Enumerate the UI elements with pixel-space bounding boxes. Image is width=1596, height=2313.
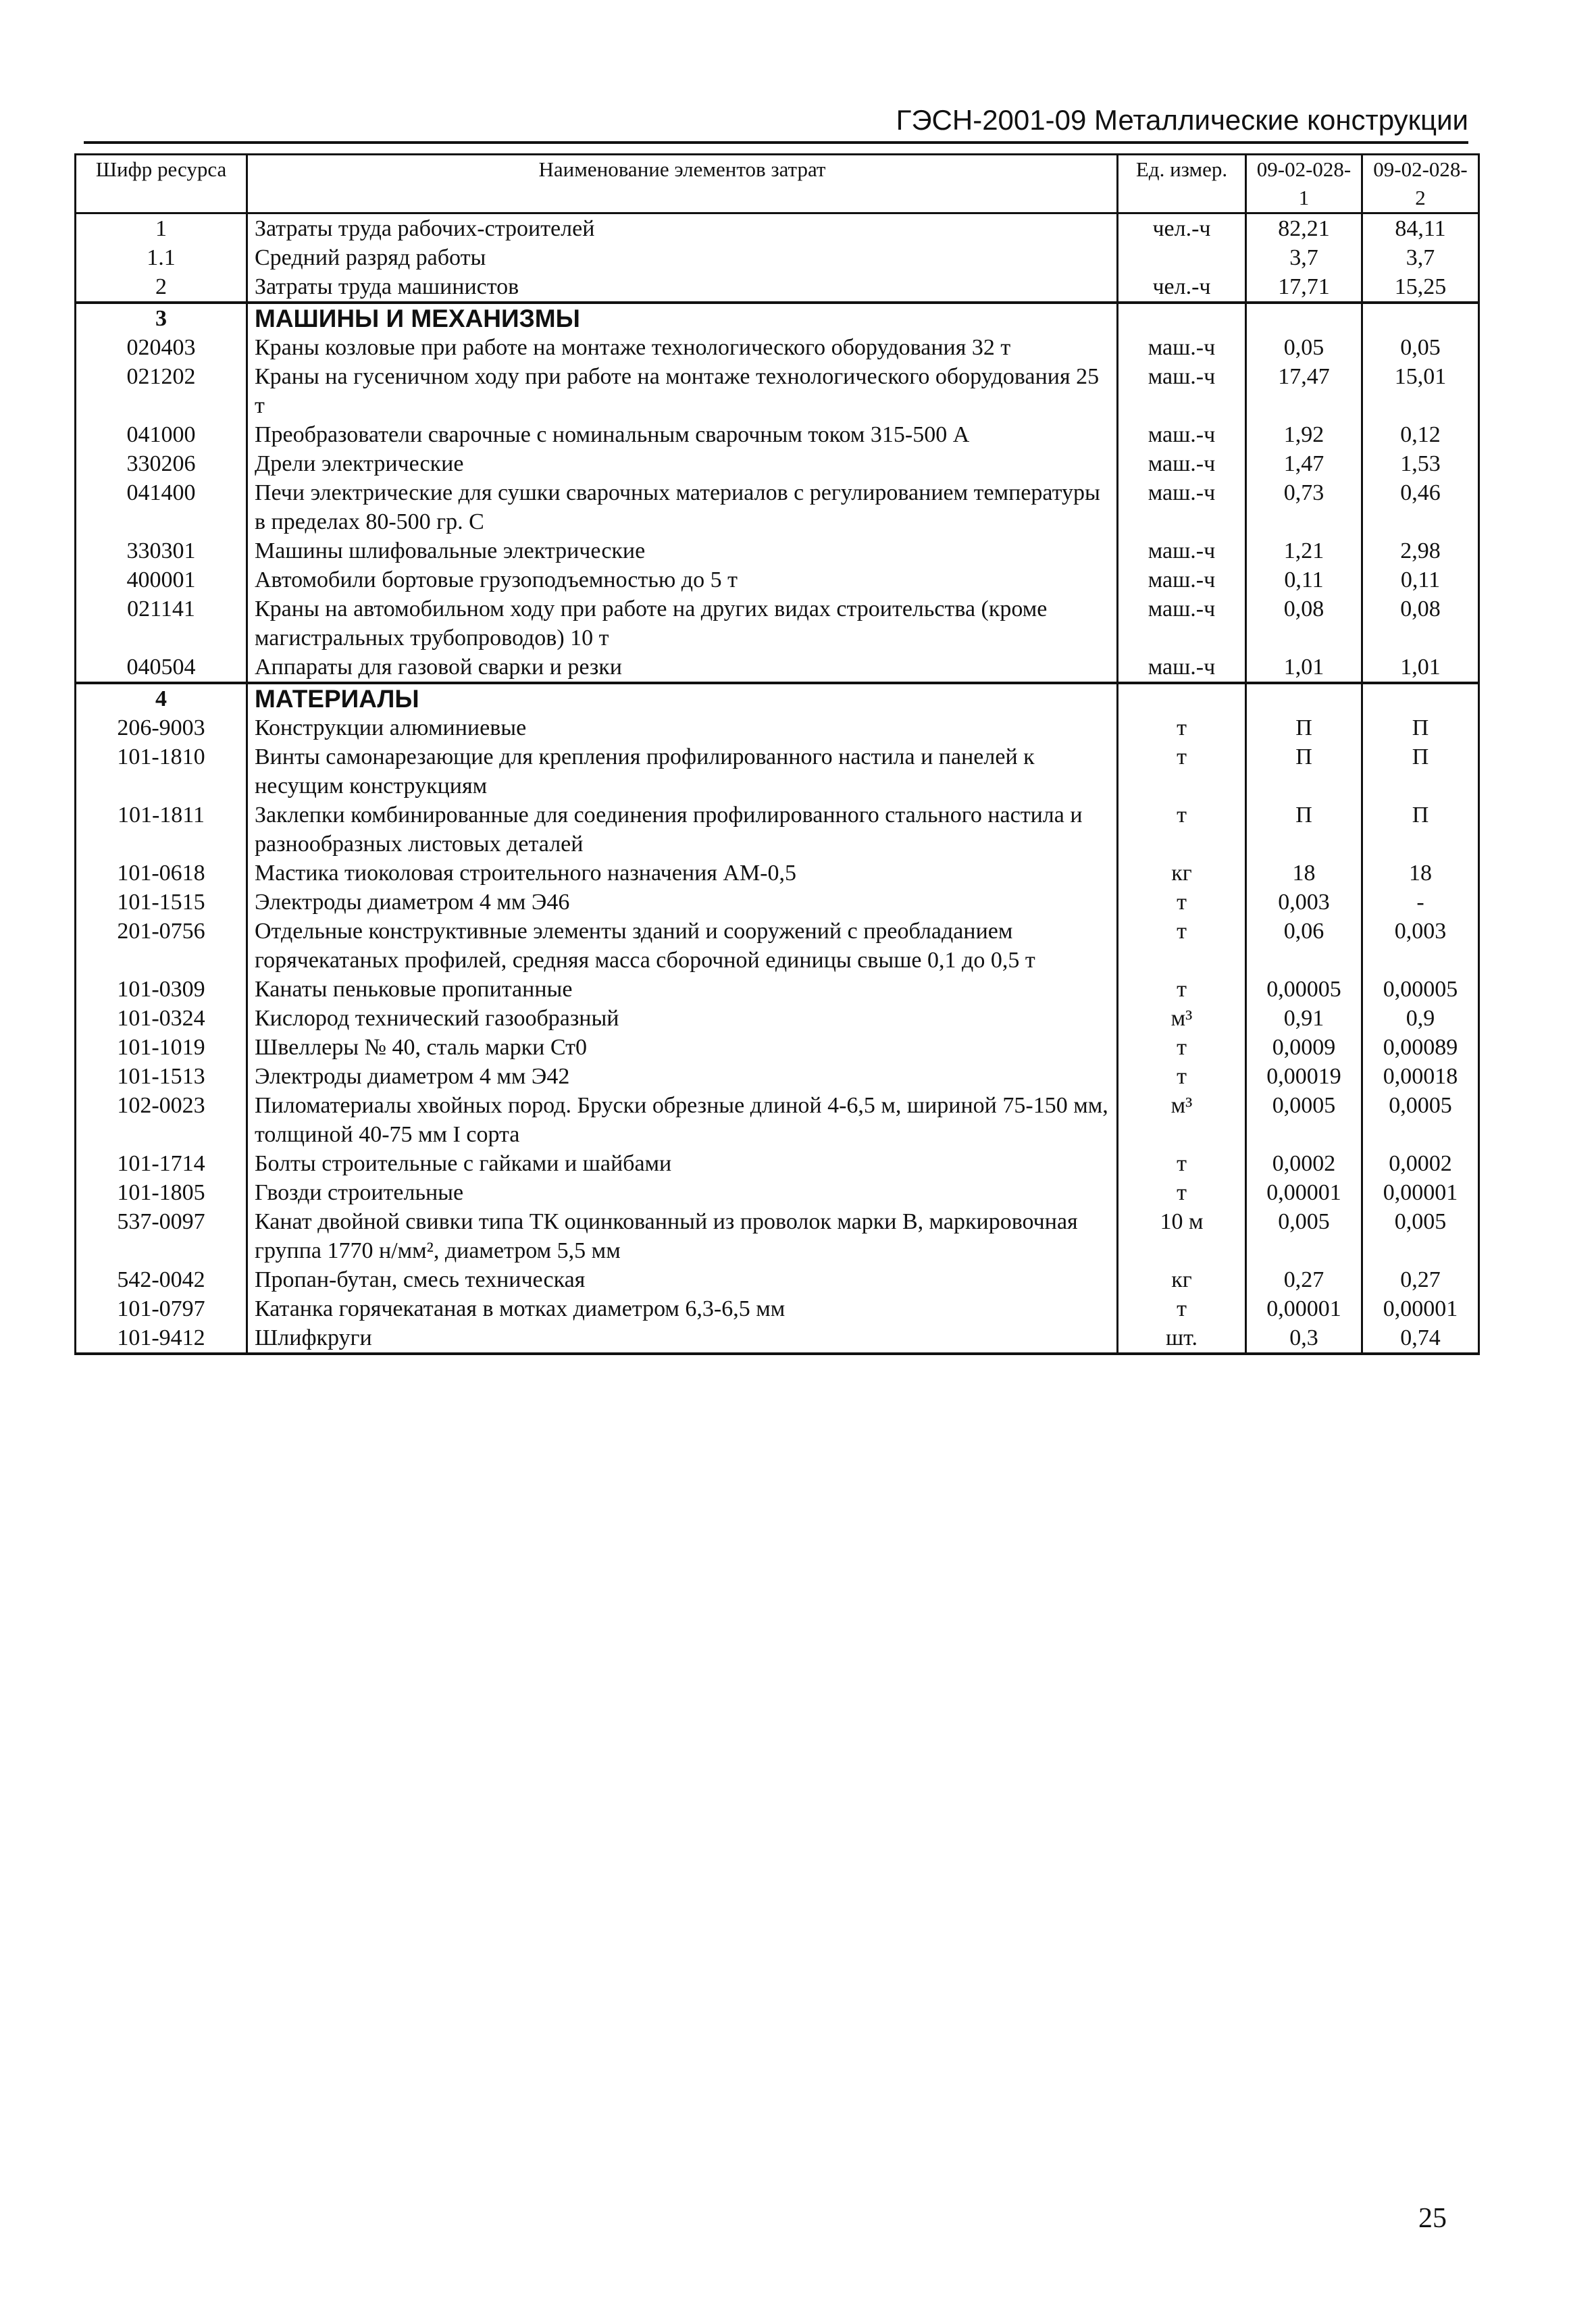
cell-value-1: 82,21	[1246, 213, 1362, 244]
cell-unit: т	[1118, 800, 1246, 859]
cell-value-2: 84,11	[1362, 213, 1479, 244]
cell-value-1: 0,73	[1246, 478, 1362, 536]
cell-unit: т	[1118, 975, 1246, 1004]
cell-name: Конструкции алюминиевые	[247, 713, 1118, 742]
cell-name: Кислород технический газообразный	[247, 1004, 1118, 1033]
cell-name: Отдельные конструктивные элементы зданий и сооружений с преобладанием горячекатаных профилей, средняя масса сборочной единицы свыше 0,1 до 0,5 т	[247, 917, 1118, 975]
cell-value-2: 15,01	[1362, 362, 1479, 420]
cell-name: Электроды диаметром 4 мм Э42	[247, 1062, 1118, 1091]
cell-value-2: 3,7	[1362, 243, 1479, 272]
cell-code: 1	[76, 213, 247, 244]
table-row	[76, 1178, 1479, 1207]
cell-value-1: 0,06	[1246, 917, 1362, 975]
cell-unit: маш.-ч	[1118, 420, 1246, 449]
cell-name: Пиломатериалы хвойных пород. Бруски обрезные длиной 4-6,5 м, шириной 75-150 мм, толщиной 40-75 мм I сорта	[247, 1091, 1118, 1149]
cell-name: Затраты труда рабочих-строителей	[247, 213, 1118, 244]
cell-value-1: 0,0005	[1246, 1091, 1362, 1149]
cell-code: 101-0324	[76, 1004, 247, 1033]
cell-value-2: 2,98	[1362, 536, 1479, 565]
cell-unit: маш.-ч	[1118, 565, 1246, 594]
table-row	[76, 1149, 1479, 1178]
cell-value-2: 0,05	[1362, 333, 1479, 362]
cell-unit: т	[1118, 713, 1246, 742]
cell-value-1: П	[1246, 713, 1362, 742]
cell-unit: чел.-ч	[1118, 213, 1246, 244]
table-row	[76, 272, 1479, 303]
cell-name: Краны на автомобильном ходу при работе на других видах строительства (кроме магистральных трубопроводов) 10 т	[247, 594, 1118, 653]
cell-value-1: 18	[1246, 859, 1362, 888]
cell-code: 021141	[76, 594, 247, 653]
cell-name: Винты самонарезающие для крепления профилированного настила и панелей к несущим конструкциям	[247, 742, 1118, 800]
cell-unit: м³	[1118, 1091, 1246, 1149]
table-header-row	[76, 155, 1479, 213]
table-row	[76, 1323, 1479, 1354]
cell-value-1: 0,00001	[1246, 1178, 1362, 1207]
cell-unit: т	[1118, 742, 1246, 800]
cell-code: 201-0756	[76, 917, 247, 975]
cell-name: Затраты труда машинистов	[247, 272, 1118, 303]
table-row	[76, 420, 1479, 449]
cell-value-1: 1,01	[1246, 653, 1362, 683]
cell-value-2: 18	[1362, 859, 1479, 888]
cell-unit: т	[1118, 917, 1246, 975]
cell-unit: шт.	[1118, 1323, 1246, 1354]
cell-code: 537-0097	[76, 1207, 247, 1265]
cell-code: 101-1805	[76, 1178, 247, 1207]
cell-unit: т	[1118, 888, 1246, 917]
cell-value-2: П	[1362, 800, 1479, 859]
table-row	[76, 917, 1479, 975]
table-row	[76, 478, 1479, 536]
cell-value-1: П	[1246, 742, 1362, 800]
cell-unit: маш.-ч	[1118, 333, 1246, 362]
cell-name: Аппараты для газовой сварки и резки	[247, 653, 1118, 683]
cell-value-2: 0,0002	[1362, 1149, 1479, 1178]
page-header-title: ГЭСН-2001-09 Металлические конструкции	[896, 104, 1468, 136]
cell-code: 101-1513	[76, 1062, 247, 1091]
cell-unit: м³	[1118, 1004, 1246, 1033]
table-row	[76, 1033, 1479, 1062]
cell-value-2	[1362, 683, 1479, 713]
cell-value-1: 0,00019	[1246, 1062, 1362, 1091]
table-row	[76, 653, 1479, 683]
cell-name: Катанка горячекатаная в мотках диаметром 6,3-6,5 мм	[247, 1294, 1118, 1323]
cell-value-1: 0,08	[1246, 594, 1362, 653]
cell-value-2: 0,46	[1362, 478, 1479, 536]
cell-name: Гвозди строительные	[247, 1178, 1118, 1207]
table-row	[76, 1062, 1479, 1091]
table-row	[76, 859, 1479, 888]
cell-value-1	[1246, 303, 1362, 333]
page-number: 25	[1418, 2203, 1447, 2234]
cell-code: 330301	[76, 536, 247, 565]
cell-value-1: 0,3	[1246, 1323, 1362, 1354]
cell-name: Средний разряд работы	[247, 243, 1118, 272]
cell-value-1: 17,71	[1246, 272, 1362, 303]
cell-code: 041000	[76, 420, 247, 449]
cell-value-2: П	[1362, 713, 1479, 742]
cell-name: Дрели электрические	[247, 449, 1118, 478]
cell-unit	[1118, 683, 1246, 713]
table-row	[76, 1207, 1479, 1265]
table-row	[76, 888, 1479, 917]
cell-code: 542-0042	[76, 1265, 247, 1294]
cell-unit: чел.-ч	[1118, 272, 1246, 303]
cell-unit	[1118, 303, 1246, 333]
cell-code: 040504	[76, 653, 247, 683]
cell-value-2: 0,00089	[1362, 1033, 1479, 1062]
cell-unit: т	[1118, 1294, 1246, 1323]
table-row	[76, 683, 1479, 713]
table-row	[76, 213, 1479, 244]
cell-name: Болты строительные с гайками и шайбами	[247, 1149, 1118, 1178]
cell-name: Швеллеры № 40, сталь марки Ст0	[247, 1033, 1118, 1062]
table-row	[76, 1294, 1479, 1323]
cell-value-1: 0,0009	[1246, 1033, 1362, 1062]
cell-name: Пропан-бутан, смесь техническая	[247, 1265, 1118, 1294]
cell-value-2: 1,01	[1362, 653, 1479, 683]
cell-code: 101-0309	[76, 975, 247, 1004]
table-row	[76, 713, 1479, 742]
cell-code: 101-1515	[76, 888, 247, 917]
table-row	[76, 742, 1479, 800]
cell-unit: т	[1118, 1178, 1246, 1207]
table-row	[76, 565, 1479, 594]
cell-name: Электроды диаметром 4 мм Э46	[247, 888, 1118, 917]
cell-value-2: 0,00005	[1362, 975, 1479, 1004]
cell-value-1: 1,92	[1246, 420, 1362, 449]
cell-value-1: 0,00001	[1246, 1294, 1362, 1323]
cell-name: Автомобили бортовые грузоподъемностью до 5 т	[247, 565, 1118, 594]
cell-value-1: 0,005	[1246, 1207, 1362, 1265]
cell-value-1: 0,003	[1246, 888, 1362, 917]
column-header-v1: 09-02-028-1	[1246, 155, 1362, 213]
cell-name: Заклепки комбинированные для соединения профилированного стального настила и разнообразных листовых деталей	[247, 800, 1118, 859]
cell-name: Канат двойной свивки типа ТК оцинкованный из проволок марки В, маркировочная группа 1770 н/мм², диаметром 5,5 мм	[247, 1207, 1118, 1265]
cell-value-2: 15,25	[1362, 272, 1479, 303]
cell-value-1	[1246, 683, 1362, 713]
cell-value-1: 1,21	[1246, 536, 1362, 565]
cell-value-2: 0,12	[1362, 420, 1479, 449]
cell-value-1: 0,11	[1246, 565, 1362, 594]
cell-code: 101-1811	[76, 800, 247, 859]
cell-value-2: -	[1362, 888, 1479, 917]
column-header-v2: 09-02-028-2	[1362, 155, 1479, 213]
cell-name: Шлифкруги	[247, 1323, 1118, 1354]
cell-value-1: 1,47	[1246, 449, 1362, 478]
table-row	[76, 594, 1479, 653]
cell-code: 2	[76, 272, 247, 303]
cell-unit: т	[1118, 1033, 1246, 1062]
table-row	[76, 449, 1479, 478]
cell-value-2: 0,00018	[1362, 1062, 1479, 1091]
cell-value-2: 0,005	[1362, 1207, 1479, 1265]
cell-unit	[1118, 243, 1246, 272]
cell-unit: кг	[1118, 1265, 1246, 1294]
cell-unit: маш.-ч	[1118, 362, 1246, 420]
cell-code: 101-1019	[76, 1033, 247, 1062]
table-body	[76, 213, 1479, 1354]
cell-unit: т	[1118, 1149, 1246, 1178]
header-rule	[84, 141, 1468, 144]
cell-code: 101-0618	[76, 859, 247, 888]
cell-code: 400001	[76, 565, 247, 594]
cell-value-1: 17,47	[1246, 362, 1362, 420]
cell-value-2: 0,00001	[1362, 1178, 1479, 1207]
cell-code: 4	[76, 683, 247, 713]
table-row	[76, 536, 1479, 565]
table-row	[76, 1091, 1479, 1149]
cell-value-2: П	[1362, 742, 1479, 800]
cell-name: Мастика тиоколовая строительного назначения АМ-0,5	[247, 859, 1118, 888]
table-row	[76, 1265, 1479, 1294]
cell-unit: т	[1118, 1062, 1246, 1091]
cell-value-1: 0,27	[1246, 1265, 1362, 1294]
cell-value-2: 0,27	[1362, 1265, 1479, 1294]
cell-name: МАШИНЫ И МЕХАНИЗМЫ	[247, 303, 1118, 333]
cell-name: Канаты пеньковые пропитанные	[247, 975, 1118, 1004]
cell-name: Печи электрические для сушки сварочных материалов с регулированием температуры в пределах 80-500 гр. С	[247, 478, 1118, 536]
cell-value-2: 1,53	[1362, 449, 1479, 478]
column-header-code: Шифр ресурса	[76, 155, 247, 213]
cell-value-1: П	[1246, 800, 1362, 859]
cell-code: 101-1810	[76, 742, 247, 800]
cell-name: МАТЕРИАЛЫ	[247, 683, 1118, 713]
cell-value-1: 0,00005	[1246, 975, 1362, 1004]
table-row	[76, 243, 1479, 272]
cell-value-2: 0,08	[1362, 594, 1479, 653]
cell-code: 330206	[76, 449, 247, 478]
table-row	[76, 975, 1479, 1004]
cell-value-2: 0,00001	[1362, 1294, 1479, 1323]
table-row	[76, 303, 1479, 333]
cell-code: 101-1714	[76, 1149, 247, 1178]
cell-unit: маш.-ч	[1118, 478, 1246, 536]
cell-name: Краны на гусеничном ходу при работе на монтаже технологического оборудования 25 т	[247, 362, 1118, 420]
cell-name: Преобразователи сварочные с номинальным сварочным током 315-500 А	[247, 420, 1118, 449]
cell-code: 1.1	[76, 243, 247, 272]
cell-code: 020403	[76, 333, 247, 362]
cell-code: 021202	[76, 362, 247, 420]
table-row	[76, 362, 1479, 420]
cell-value-2	[1362, 303, 1479, 333]
cell-code: 206-9003	[76, 713, 247, 742]
cell-value-2: 0,003	[1362, 917, 1479, 975]
cell-value-1: 0,91	[1246, 1004, 1362, 1033]
table-row	[76, 1004, 1479, 1033]
cell-code: 3	[76, 303, 247, 333]
cell-unit: маш.-ч	[1118, 594, 1246, 653]
cell-value-1: 0,05	[1246, 333, 1362, 362]
cell-name: Краны козловые при работе на монтаже технологического оборудования 32 т	[247, 333, 1118, 362]
cell-code: 041400	[76, 478, 247, 536]
cell-value-2: 0,11	[1362, 565, 1479, 594]
column-header-unit: Ед. измер.	[1118, 155, 1246, 213]
cell-code: 101-9412	[76, 1323, 247, 1354]
cell-unit: маш.-ч	[1118, 536, 1246, 565]
resource-table	[74, 153, 1480, 1355]
cell-value-2: 0,74	[1362, 1323, 1479, 1354]
cell-value-1: 3,7	[1246, 243, 1362, 272]
cell-value-2: 0,0005	[1362, 1091, 1479, 1149]
column-header-name: Наименование элементов затрат	[247, 155, 1118, 213]
cell-unit: маш.-ч	[1118, 653, 1246, 683]
table-row	[76, 800, 1479, 859]
cell-code: 102-0023	[76, 1091, 247, 1149]
cell-unit: 10 м	[1118, 1207, 1246, 1265]
cell-value-1: 0,0002	[1246, 1149, 1362, 1178]
cell-unit: кг	[1118, 859, 1246, 888]
table-row	[76, 333, 1479, 362]
cell-code: 101-0797	[76, 1294, 247, 1323]
cell-value-2: 0,9	[1362, 1004, 1479, 1033]
cell-unit: маш.-ч	[1118, 449, 1246, 478]
cell-name: Машины шлифовальные электрические	[247, 536, 1118, 565]
